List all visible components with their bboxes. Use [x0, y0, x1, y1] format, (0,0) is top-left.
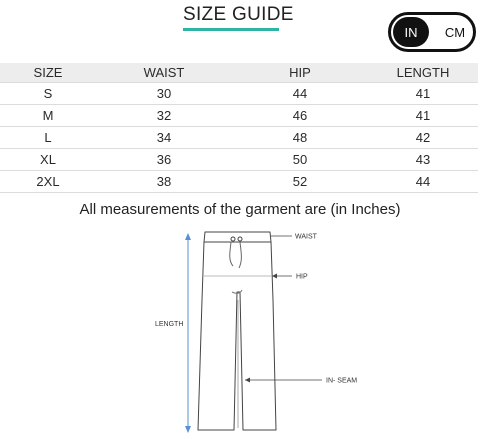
table-row: [0, 127, 478, 149]
cell-waist: 32: [96, 105, 232, 127]
table-row: [0, 83, 478, 105]
table-row: [0, 149, 478, 171]
cell-waist: 38: [96, 171, 232, 193]
cell-hip: 52: [232, 171, 368, 193]
length-measure-line: [185, 233, 191, 433]
trousers-icon: [198, 232, 276, 430]
length-label: LENGTH: [155, 321, 184, 328]
cell-size: M: [0, 105, 96, 127]
cell-hip: 46: [232, 105, 368, 127]
cell-size: XL: [0, 149, 96, 171]
cell-waist: 30: [96, 83, 232, 105]
waist-label: WAIST: [295, 233, 317, 241]
size-table: [0, 63, 478, 193]
unit-toggle: [388, 12, 476, 52]
measurement-note: All measurements of the garment are (in Inches): [79, 201, 401, 218]
cell-waist: 34: [96, 127, 232, 149]
table-row: [0, 171, 478, 193]
table-row: [0, 105, 478, 127]
inseam-label: IN- SEAM: [326, 377, 358, 385]
cell-length: 44: [368, 171, 478, 193]
cell-hip: 44: [232, 83, 368, 105]
cell-length: 43: [368, 149, 478, 171]
column-header-waist: WAIST: [96, 63, 232, 83]
cell-hip: 50: [232, 149, 368, 171]
cell-size: S: [0, 83, 96, 105]
cell-length: 41: [368, 105, 478, 127]
column-header-length: LENGTH: [368, 63, 478, 83]
hip-label: HIP: [296, 273, 308, 281]
cell-length: 42: [368, 127, 478, 149]
column-header-hip: HIP: [232, 63, 368, 83]
page-title: SIZE GUIDE: [183, 4, 294, 25]
cell-hip: 48: [232, 127, 368, 149]
column-header-size: SIZE: [0, 63, 96, 83]
unit-in-button[interactable]: IN: [393, 17, 429, 47]
table-header-row: [0, 63, 478, 83]
cell-size: L: [0, 127, 96, 149]
unit-cm-button[interactable]: CM: [444, 24, 466, 40]
cell-size: 2XL: [0, 171, 96, 193]
cell-length: 41: [368, 83, 478, 105]
title-underline: [183, 28, 279, 31]
cell-waist: 36: [96, 149, 232, 171]
trouser-diagram: [0, 222, 480, 435]
